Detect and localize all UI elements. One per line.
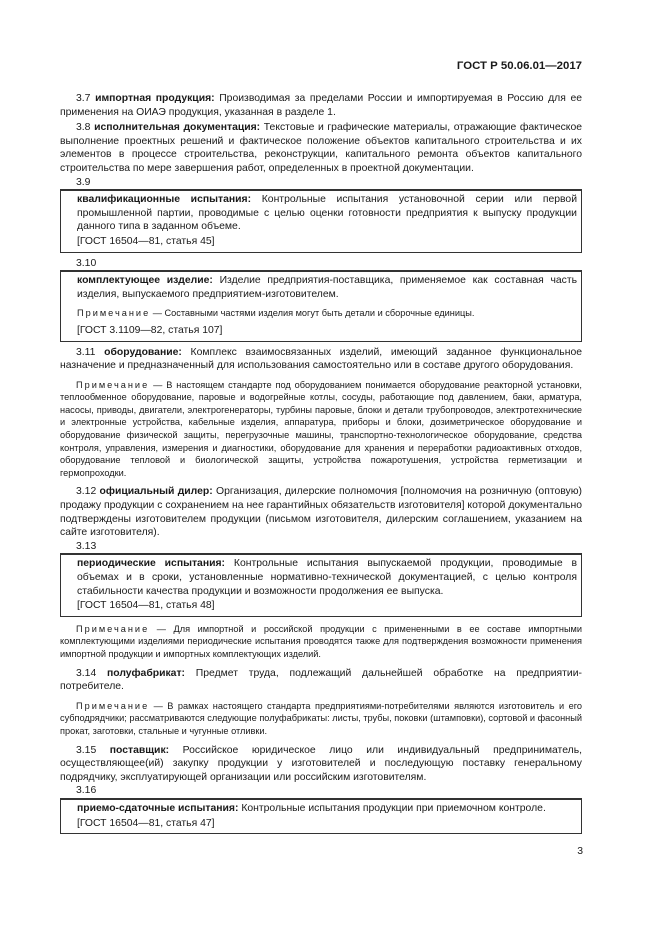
clause-number: 3.15 — [76, 744, 97, 756]
section-3-10 — [77, 274, 577, 301]
definition: Предмет труда, подлежащий дальнейшей обработке на предприятии-потребителе. — [60, 667, 583, 693]
definition: Производимая за пределами России и импортируемая в Россию для ее применения на ОИАЭ продукция, указанная в разделе 1. — [60, 93, 583, 118]
section-3-9-box — [60, 189, 582, 252]
term: приемо-сдаточные испытания: — [77, 802, 239, 814]
definition: Российское юридическое лицо или индивидуальный предприниматель, осуществляющее(ий) закупку продукции у изготовителей и последующую поставку генеральному подрядчику, эксплуатирующей организации или российским изготовителям. — [60, 744, 582, 783]
reference: [ГОСТ 16504—81, статья 48] — [77, 600, 215, 612]
definition: Контрольные испытания продукции при приемочном контроле. — [241, 802, 546, 814]
clause-number: 3.10 — [76, 257, 97, 269]
term: официальный дилер: — [99, 486, 213, 498]
term: комплектующее изделие: — [77, 275, 213, 287]
definition: Контрольные испытания установочной серии или первой промышленной партии, проводимые с целью оценки готовности предприятия к выпуску продукции данного типа в заданном объеме. — [77, 194, 578, 233]
note — [77, 307, 577, 320]
document-header: ГОСТ Р 50.06.01—2017 — [456, 60, 582, 72]
section-3-15 — [60, 744, 582, 785]
term: квалификационные испытания: — [77, 194, 252, 206]
definition: Изделие предприятия-поставщика, применяемое как составная часть изделия, выпускаемого предприятием-изготовителем. — [77, 275, 578, 300]
section-3-12 — [60, 485, 582, 539]
section-3-10-box — [60, 270, 582, 341]
note-label: Примечание — [76, 700, 150, 711]
note — [60, 700, 582, 738]
clause-number: 3.12 — [76, 486, 97, 498]
section-3-14 — [60, 667, 582, 694]
term: импортная продукция: — [95, 93, 215, 104]
note-text: — В рамках настоящего стандарта предприятиями-потребителями являются изготовитель и его субподрядчики; рассматриваются следующие полуфабрикаты: листы, трубы, поковки (штамповки), сортовой и фасонный прокат, заготовки, стальные и чугунные отливки. — [60, 700, 582, 736]
document-body — [60, 92, 582, 838]
note — [60, 379, 582, 480]
term: полуфабрикат: — [106, 667, 186, 679]
note-label: Примечание — [76, 379, 150, 390]
reference: [ГОСТ 16504—81, статья 45] — [77, 235, 215, 247]
definition: Комплекс взаимосвязанных изделий, имеющий заданное функциональное назначение и предназначенный для использования самостоятельно или в составе другого оборудования. — [60, 346, 583, 372]
clause-number: 3.11 — [76, 346, 96, 358]
term: исполнительная документация: — [94, 122, 261, 134]
section-3-16 — [77, 802, 577, 816]
note-text: — Составными частями изделия могут быть детали и сборочные единицы. — [152, 308, 475, 319]
section-3-8 — [60, 121, 582, 175]
definition: Организация, дилерские полномочия [полномочия на розничную (оптовую) продажу продукции с сохранением на нее гарантийных обязательств изготовителя] которой документально подтверждены изготовителем продукции (письмом изготовителя, дилерским соглашением, указанием на сайте изготовителя). — [60, 486, 582, 539]
term: периодические испытания: — [77, 558, 226, 570]
note-text: — Для импортной и российской продукции с примененными в ее составе импортными комплектующими изделиями периодические испытания проводятся также для подтверждения возможности применения импортной продукции и импортных комплектующих изделий. — [60, 623, 582, 659]
note-label: Примечание — [77, 308, 151, 319]
section-3-16-box — [60, 798, 582, 834]
definition: Контрольные испытания выпускаемой продукции, проводимые в объемах и в сроки, установленные нормативно-технической документацией, с целью контроля стабильности качества продукции и возможности продолжения ее выпуска. — [77, 558, 578, 597]
clause-number: 3.14 — [76, 667, 97, 679]
clause-number: 3.16 — [76, 785, 97, 797]
section-3-13-box — [60, 553, 582, 616]
clause-number: 3.7 — [76, 93, 91, 104]
clause-number: 3.9 — [76, 176, 91, 188]
note-label: Примечание — [76, 623, 150, 634]
section-3-9 — [77, 193, 577, 234]
clause-number: 3.13 — [76, 540, 97, 552]
page-number: 3 — [577, 846, 583, 857]
term: оборудование: — [104, 346, 182, 358]
note — [60, 623, 582, 661]
reference: [ГОСТ 3.1109—82, статья 107] — [77, 324, 223, 336]
section-3-13 — [77, 557, 577, 598]
definition: Текстовые и графические материалы, отражающие фактическое выполнение проектных решений и фактическое положение объектов капитального строительства и их элементов в процессе строительства, реконструкции, капитального ремонта объектов капитального строительства по мере завершения работ, определенных в проектной документации. — [60, 122, 583, 174]
reference: [ГОСТ 16504—81, статья 47] — [77, 817, 215, 829]
section-3-11 — [60, 346, 582, 373]
section-3-7 — [60, 92, 582, 119]
note-text: — В настоящем стандарте под оборудованием понимается оборудование реакторной установки, теплообменное оборудование, паровые и водогрейные котлы, сосуды, работающие под давлением, баки, арматура, насосы, приводы, двигатели, электрогенераторы, турбины паровые, блоки и детали трубопроводов, электротехнические и электронные устройства, кабельные изделия, аппаратура, приборы и блоки, дозиметрическое оборудование и оборудование физической защиты, перегрузочные машины, транспортно-технологическое оборудование, средства контроля, управления, измерения и диагностики, оборудование для хранения и переработки радиоактивных отходов, оборудование тепловой и биологической защиты, устройства пожаротушения, устройства герметизации и гермопроходки. — [60, 379, 582, 478]
term: поставщик: — [109, 744, 170, 756]
clause-number: 3.8 — [76, 122, 91, 134]
